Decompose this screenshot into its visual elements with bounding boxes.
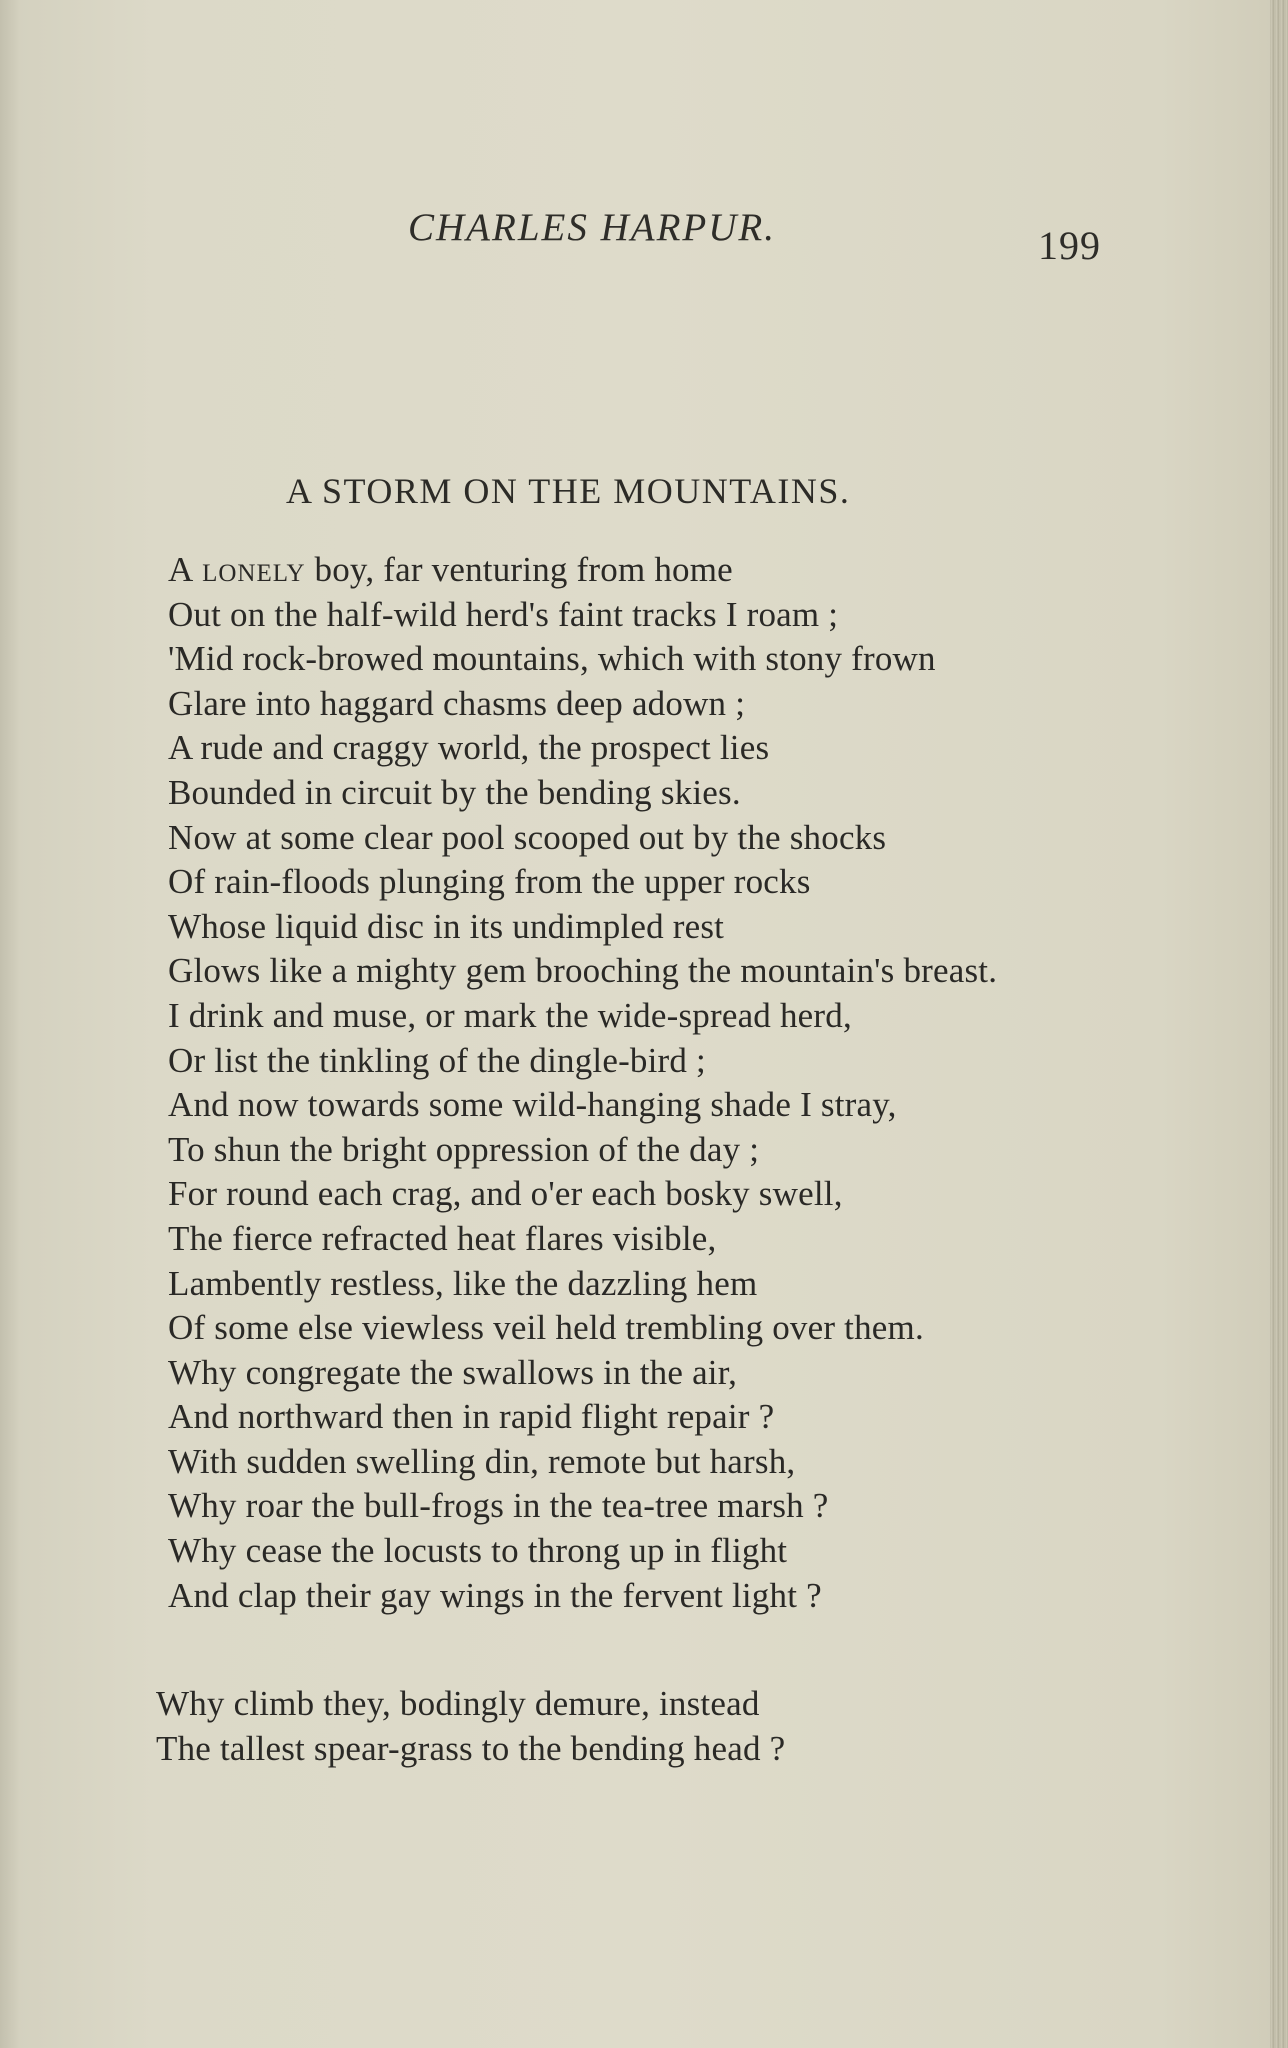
running-head: CHARLES HARPUR.: [408, 206, 776, 249]
poem-line: Now at some clear pool scooped out by the shocks: [168, 817, 887, 857]
first-line-lead: A lonely: [168, 550, 306, 589]
poem-line: Why cease the locusts to throng up in flight: [168, 1531, 788, 1571]
page-number: 199: [1038, 223, 1101, 268]
poem-line: To shun the bright oppression of the day ;: [168, 1129, 760, 1169]
poem-line: The tallest spear-grass to the bending head ?: [156, 1728, 786, 1768]
first-line-rest: boy, far venturing from home: [305, 550, 733, 589]
poem-line: A rude and craggy world, the prospect lies: [168, 728, 770, 768]
poem-line: And clap their gay wings in the fervent light ?: [168, 1575, 822, 1615]
poem-line: Or list the tinkling of the dingle-bird ;: [168, 1040, 706, 1080]
poem-line: 'Mid rock-browed mountains, which with stony frown: [168, 639, 936, 679]
poem-line: The fierce refracted heat flares visible,: [168, 1218, 717, 1258]
poem-line: Whose liquid disc in its undimpled rest: [168, 906, 725, 946]
poem-line: Of some else viewless veil held trembling over them.: [168, 1308, 924, 1348]
poem-line: [168, 548, 1128, 593]
poem-line: Bounded in circuit by the bending skies.: [168, 772, 741, 812]
poem-line: Why congregate the swallows in the air,: [168, 1352, 738, 1392]
page-edge: [1270, 0, 1288, 2048]
poem-line: For round each crag, and o'er each bosky swell,: [168, 1174, 843, 1214]
poem-body: [156, 548, 1128, 1771]
stanza-two: [156, 1682, 1128, 1771]
gutter-shadow: [0, 0, 20, 2048]
poem-line: Why roar the bull-frogs in the tea-tree marsh ?: [168, 1486, 829, 1526]
poem-line: Glare into haggard chasms deep adown ;: [168, 683, 746, 723]
stanza-one: [168, 593, 1128, 1619]
poem-line: Lambently restless, like the dazzling hem: [168, 1263, 758, 1303]
poem-line: I drink and muse, or mark the wide-spread herd,: [168, 995, 852, 1035]
poem-line: And now towards some wild-hanging shade I stray,: [168, 1085, 897, 1125]
poem-line: Glows like a mighty gem brooching the mountain's breast.: [168, 951, 998, 991]
poem-line: Of rain-floods plunging from the upper rocks: [168, 862, 811, 902]
poem-line: With sudden swelling din, remote but harsh,: [168, 1441, 796, 1481]
poem-line: Why climb they, bodingly demure, instead: [156, 1684, 760, 1724]
poem-title: A STORM ON THE MOUNTAINS.: [286, 471, 851, 511]
stanza-break: [168, 1618, 1128, 1682]
poem-line: Out on the half-wild herd's faint tracks I roam ;: [168, 594, 839, 634]
poem-line: And northward then in rapid flight repair ?: [168, 1397, 775, 1437]
